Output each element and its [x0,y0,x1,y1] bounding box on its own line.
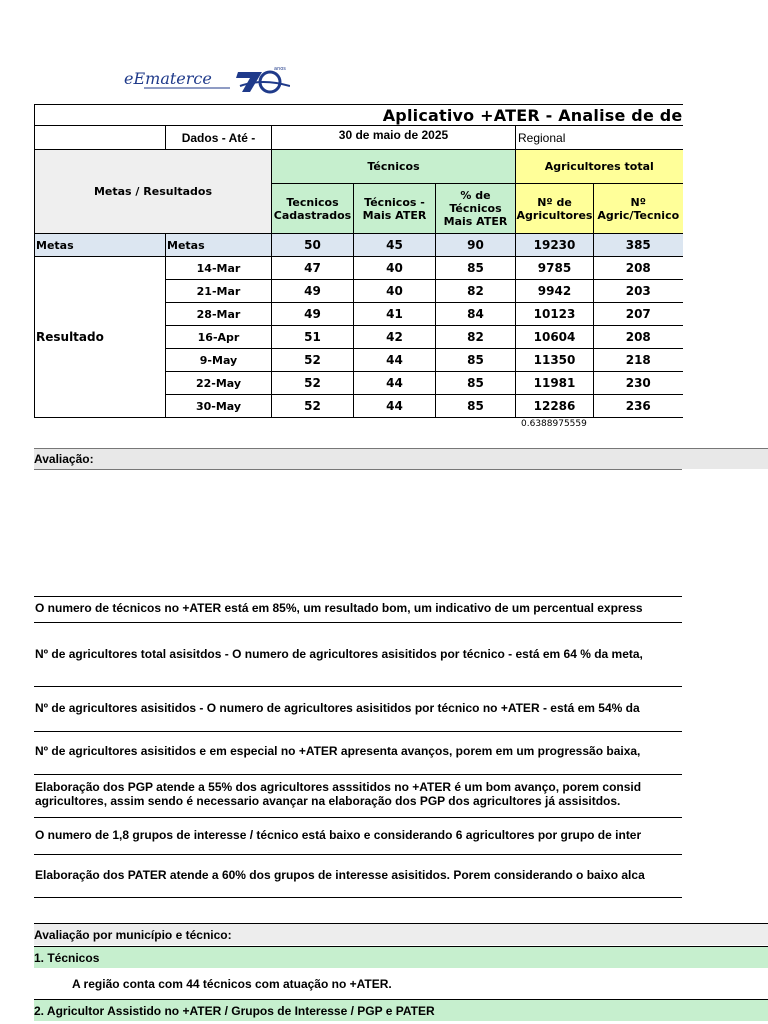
table-cell: 82 [436,280,516,303]
table-cell: 49 [272,303,354,326]
table-cell: 11981 [516,372,594,395]
metas-row [35,234,683,257]
table-cell: 9785 [516,257,594,280]
table-cell: 10604 [516,326,594,349]
note-text: O numero de 1,8 grupos de interesse / técnico está baixo e considerando 6 agricultores por grupo de inter [35,828,642,842]
table-cell: 52 [272,349,354,372]
table-cell: 207 [594,303,683,326]
table-cell: 52 [272,372,354,395]
agricultor-section-header [34,999,768,1021]
row-date: 16-Apr [166,326,272,349]
table-cell: 203 [594,280,683,303]
table-cell: 85 [436,395,516,418]
row-date: 22-May [166,372,272,395]
metas-cell: 385 [594,234,683,257]
col-n-agricultores: Nº de Agricultores [516,184,594,234]
row-date: 30-May [166,395,272,418]
col-tecnicos-mais-ater: Técnicos - Mais ATER [354,184,436,234]
table-cell: 11350 [516,349,594,372]
metas-sub-label: Metas [166,234,272,257]
note-text: Nº de agricultores asisitidos - O numero de agricultores asisitidos por técnico no +ATER - está em 54% da [35,701,640,715]
note-text: Elaboração dos PGP atende a 55% dos agricultores asssitidos no +ATER é um bom avanço, porem consid agricultores, assim sendo é necessario avançar na elaboração dos PGP dos agricultores já assisitdos. [35,780,642,808]
row-date: 21-Mar [166,280,272,303]
table-cell: 44 [354,395,436,418]
page-title: Aplicativo +ATER - Analise de de [35,105,683,126]
table-cell: 10123 [516,303,594,326]
ratio-note: 0.6388975559 [521,419,587,429]
note-item [34,854,682,898]
table-cell: 218 [594,349,683,372]
agricultor-section-label: 2. Agricultor Assistido no +ATER / Grupos de Interesse / PGP e PATER [34,1004,435,1018]
col-pct-tecnicos: % de Técnicos Mais ATER [436,184,516,234]
dados-ate-value: 30 de maio de 2025 [272,126,516,150]
table-cell: 85 [436,349,516,372]
municipio-section-header [34,923,768,945]
table-cell: 47 [272,257,354,280]
table-cell: 41 [354,303,436,326]
note-item [34,686,682,731]
metas-cell: 45 [354,234,436,257]
col-agric-tecnico: Nº Agric/Tecnico [594,184,683,234]
agricultores-group-header: Agricultores total [516,150,683,184]
table-cell: 208 [594,326,683,349]
note-item [34,731,682,774]
table-cell: 85 [436,372,516,395]
metas-cell: 50 [272,234,354,257]
note-text: Nº de agricultores total asisitdos - O numero de agricultores asisitidos por técnico - está em 64 % da meta, [35,647,643,661]
note-text: O numero de técnicos no +ATER está em 85%, um resultado bom, um indicativo de um percentual express [35,601,643,615]
table-cell: 12286 [516,395,594,418]
metas-cell: 19230 [516,234,594,257]
tecnicos-section-text: A região conta com 44 técnicos com atuação no +ATER. [72,977,392,991]
logo-text: eEmaterce [124,69,212,88]
table-cell: 84 [436,303,516,326]
metas-label: Metas [35,234,166,257]
row-date: 28-Mar [166,303,272,326]
regional-label: Regional [516,126,683,150]
note-item [34,774,682,817]
note-text: Nº de agricultores asisitidos e em especial no +ATER apresenta avanços, porem em um progressão baixa, [35,744,641,758]
table-cell: 85 [436,257,516,280]
note-text: Elaboração dos PATER atende a 60% dos grupos de interesse asisitidos. Porem considerando o baixo alca [35,868,645,882]
divider [34,897,682,898]
dados-ate-label: Dados - Até - [166,126,272,150]
metas-resultados-label: Metas / Resultados [35,150,272,234]
table-cell: 40 [354,280,436,303]
table-cell: 230 [594,372,683,395]
resultado-label: Resultado [35,257,166,418]
logo-badge: anos [274,66,286,72]
tecnicos-section-header [34,946,768,968]
tecnicos-section-label: 1. Técnicos [34,951,100,965]
table-cell: 82 [436,326,516,349]
col-tecnicos-cadastrados: Tecnicos Cadastrados [272,184,354,234]
metas-table [34,104,683,418]
table-cell: 44 [354,372,436,395]
tecnicos-group-header: Técnicos [272,150,516,184]
table-cell: 52 [272,395,354,418]
table-cell: 9942 [516,280,594,303]
table-cell: 51 [272,326,354,349]
table-cell: 42 [354,326,436,349]
table-cell: 208 [594,257,683,280]
table-cell: 49 [272,280,354,303]
municipio-section-label: Avaliação por município e técnico: [34,928,232,942]
note-item [34,817,682,854]
avaliacao-header [34,448,768,469]
table-row [35,257,683,280]
table-cell: 44 [354,349,436,372]
table-cell: 236 [594,395,683,418]
divider [34,469,682,470]
avaliacao-label: Avaliação: [34,452,94,466]
row-date: 9-May [166,349,272,372]
emater-logo [122,64,290,94]
metas-cell: 90 [436,234,516,257]
note-item [34,596,682,622]
row-date: 14-Mar [166,257,272,280]
note-item [34,622,682,686]
table-cell: 40 [354,257,436,280]
